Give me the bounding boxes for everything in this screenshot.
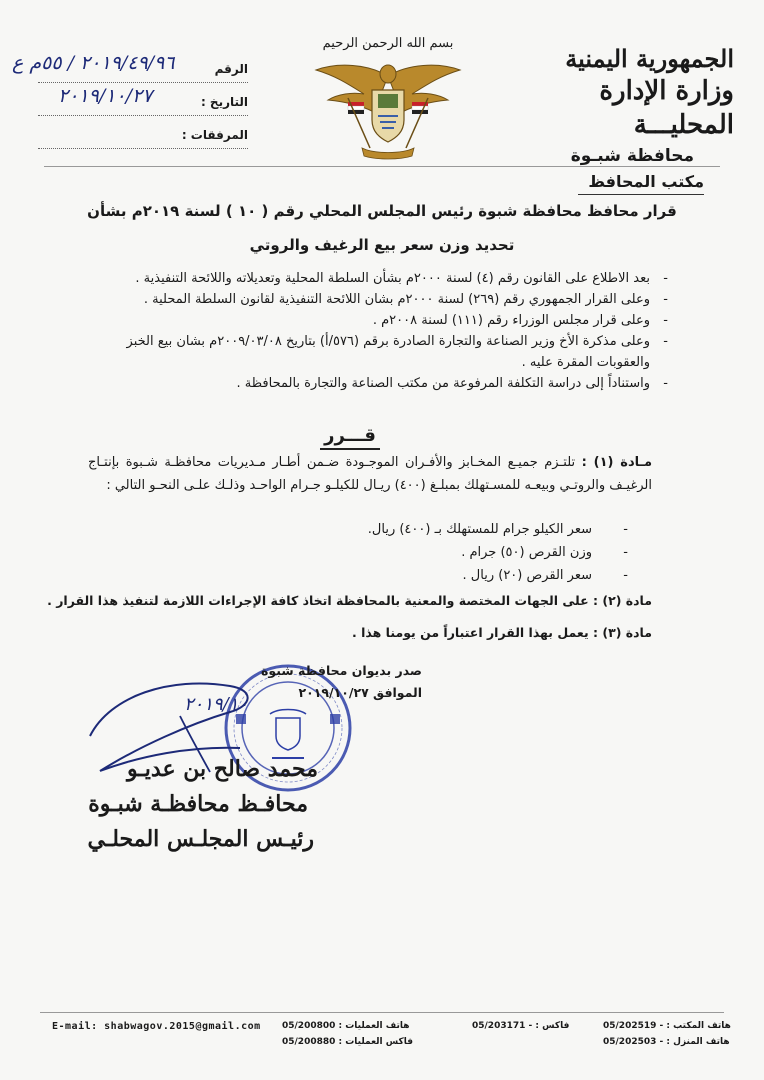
date-row — [38, 85, 248, 116]
signatory-name: محمد صالح بن عديـو — [127, 756, 318, 782]
footer-email: E-mail: shabwagov.2015@gmail.com — [52, 1021, 261, 1032]
issued-line-1: صدر بديوان محافظة شبوة — [261, 663, 422, 678]
issued-block — [261, 660, 422, 704]
list-item: - بعد الاطلاع على القانون رقم (٤) لسنة ٢٠٠٠م بشأن السلطة المحلية وتعديلاته واللائحة التنفيذية . — [80, 268, 664, 289]
preamble-list — [80, 268, 664, 394]
ops-fax — [282, 1037, 413, 1047]
date-value: ٢٠١٩/١٠/٢٧ — [58, 85, 153, 107]
list-item: - وعلى مذكرة الأخ وزير الصناعة والتجارة الصادرة برقم (٥٧٦/أ) بتاريخ ٢٠٠٩/٠٣/٠٨م بشان بيع الخبز والعقوبات المقرة عليه . — [80, 331, 664, 373]
yemen-emblem-icon — [308, 36, 468, 166]
fax-label: فاكس : — [535, 1021, 570, 1031]
issued-line-2: الموافق ٢٠١٩/١٠/٢٧ — [298, 685, 422, 700]
decides-heading: قـــرر — [320, 424, 380, 450]
office-name: مكتب المحافظ — [578, 170, 704, 195]
reference-block — [12, 52, 248, 157]
home-phone-label: هاتف المنزل : — [666, 1037, 730, 1047]
reference-value: ٢٠١٩/٤٩/٩٦ / ٥٥م ع — [12, 52, 175, 74]
fax-number: 05/203171 - — [472, 1021, 533, 1031]
office-phone-number: 05/202519 - — [603, 1021, 664, 1031]
office-phone — [603, 1021, 731, 1031]
decree-title — [70, 194, 694, 262]
attachments-row — [38, 124, 248, 149]
footer-divider — [40, 1012, 724, 1013]
attachments-label: المرفقات : — [181, 128, 248, 142]
home-phone-number: 05/202503 - — [603, 1037, 664, 1047]
list-item: - وعلى قرار مجلس الوزراء رقم (١١١) لسنة ٢٠٠٨م . — [80, 310, 664, 331]
article-1 — [88, 451, 652, 497]
title-line-2: تحديد وزن سعر بيع الرغيف والروتي — [249, 236, 515, 254]
article-2: مادة (٢) : على الجهات المختصة والمعنية بالمحافظة اتخاذ كافة الإجراءات اللازمة لتنفيذ هذا القرار . — [47, 593, 652, 608]
date-label: التاريخ : — [200, 95, 248, 109]
governorate-name: محافظة شبـوة — [570, 146, 694, 166]
list-item: - وعلى القرار الجمهوري رقم (٢٦٩) لسنة ٢٠٠٠م بشان اللائحة التنفيذية لقانون السلطة المحلية . — [80, 289, 664, 310]
home-phone — [603, 1037, 730, 1047]
list-item: - سعر القرص (٢٠) ريال . — [300, 564, 628, 587]
article-3: مادة (٣) : يعمل بهذا القرار اعتباراً من يومنا هذا . — [352, 625, 652, 640]
signature-handwritten-date: ٢٠١٩/١٠ — [184, 694, 249, 715]
ops-phone — [282, 1021, 409, 1031]
office-phone-label: هاتف المكتب : — [666, 1021, 731, 1031]
article-1-text: تلتـزم جميـع المخـابز والأفـران الموجـودة ضـمن أطـار مـديريات محافظـة شـبوة بإنتـاج الرغيـف والروتـي وبيعـه للمسـتهلك بمبلـغ (٤٠٠) ريـال للكيلـو جـرام الواحـد وذلـك علـى النحـو التالي : — [88, 455, 652, 493]
list-item: - وزن القرص (٥٠) جرام . — [300, 541, 628, 564]
signatory-council: رئيـس المجلـس المحلـي — [87, 826, 314, 852]
article-1-items — [300, 518, 628, 587]
ops-fax-number: 05/200880 — [282, 1037, 336, 1047]
title-line-1: قرار محافظ محافظة شبوة رئيس المجلس المحلي رقم ( ١٠ ) لسنة ٢٠١٩م بشأن — [87, 202, 677, 220]
letterhead-right — [504, 44, 734, 195]
ops-fax-label: فاكس العمليات : — [338, 1037, 413, 1047]
list-item: - واستناداً إلى دراسة التكلفة المرفوعة من مكتب الصناعة والتجارة بالمحافظة . — [80, 373, 664, 394]
reference-label: الرقم — [214, 62, 248, 76]
signatory-block — [58, 752, 318, 857]
signatory-title: محافـظ محافظـة شبـوة — [88, 791, 308, 817]
ops-phone-label: هاتف العمليات : — [338, 1021, 410, 1031]
header-divider — [44, 166, 720, 167]
reference-number-row — [12, 52, 248, 83]
bismillah: بسم الله الرحمن الرحيم — [322, 36, 454, 51]
ops-phone-number: 05/200800 — [282, 1021, 336, 1031]
fax — [472, 1021, 569, 1031]
article-1-label: مـادة (١) : — [581, 455, 653, 470]
ministry-name: وزارة الإدارة المحليـــة — [599, 76, 734, 140]
list-item: - سعر الكيلو جرام للمستهلك بـ (٤٠٠) ريال. — [300, 518, 628, 541]
republic-name: الجمهورية اليمنية — [565, 44, 734, 73]
